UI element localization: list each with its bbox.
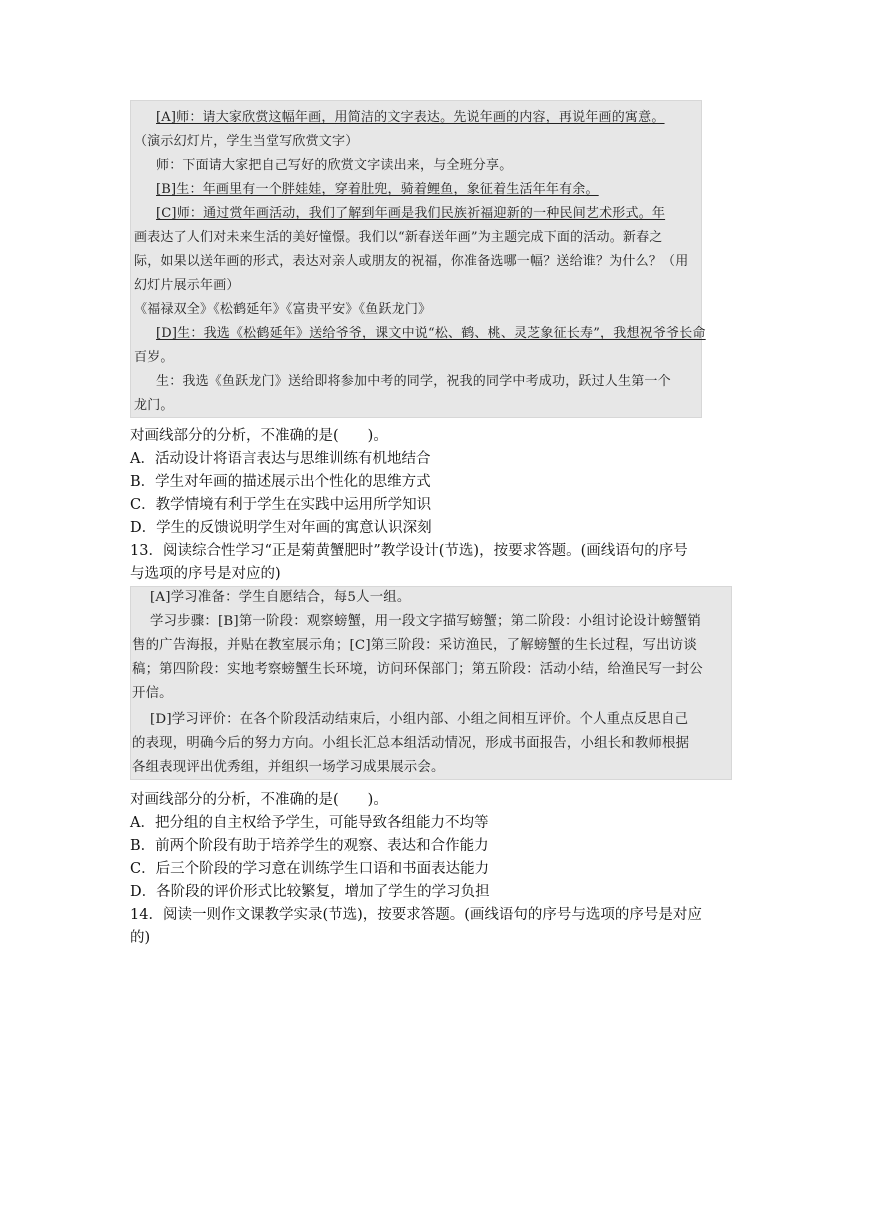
scan-line: 百岁。 xyxy=(134,350,174,365)
q13-heading-line2: 与选项的序号是对应的) xyxy=(130,566,281,582)
q12-option-b: B．学生对年画的描述展示出个性化的思维方式 xyxy=(130,474,431,490)
scan-line: 龙门。 xyxy=(134,398,174,413)
scan-line: [D]学习评价：在各个阶段活动结束后，小组内部、小组之间相互评价。个人重点反思自己 xyxy=(150,712,689,727)
scan-line: [D]生：我选《松鹤延年》送给爷爷，课文中说“松、鹤、桃、灵芝象征长寿”，我想祝爷爷长命 xyxy=(156,326,706,341)
scan-line: 学习步骤：[B]第一阶段：观察螃蟹，用一段文字描写螃蟹；第二阶段：小组讨论设计螃蟹销 xyxy=(150,614,701,629)
scan-line: 师：下面请大家把自己写好的欣赏文字读出来，与全班分享。 xyxy=(156,158,513,173)
q12-option-d: D．学生的反馈说明学生对年画的寓意认识深刻 xyxy=(130,520,432,536)
scan-line: 幻灯片展示年画） xyxy=(134,278,240,293)
scan-line: [B]生：年画里有一个胖娃娃，穿着肚兜，骑着鲤鱼，象征着生活年年有余。 xyxy=(156,182,599,197)
scan-line: [C]师：通过赏年画活动，我们了解到年画是我们民族祈福迎新的一种民间艺术形式。年 xyxy=(156,206,666,221)
scan-line: 生：我选《鱼跃龙门》送给即将参加中考的同学，祝我的同学中考成功，跃过人生第一个 xyxy=(156,374,671,389)
q13-option-b: B．前两个阶段有助于培养学生的观察、表达和合作能力 xyxy=(130,838,489,854)
scan-line: 稿；第四阶段：实地考察螃蟹生长环境，访问环保部门；第五阶段：活动小结，给渔民写一封公 xyxy=(132,662,703,677)
q12-option-a: A．活动设计将语言表达与思维训练有机地结合 xyxy=(130,451,431,467)
scan-line: 的表现，明确今后的努力方向。小组长汇总本组活动情况，形成书面报告，小组长和教师根据 xyxy=(132,736,690,751)
scan-line: 各组表现评出优秀组，并组织一场学习成果展示会。 xyxy=(132,760,445,775)
scanned-excerpt-teaching-design xyxy=(130,586,732,780)
scan-line: 《福禄双全》《松鹤延年》《富贵平安》《鱼跃龙门》 xyxy=(134,302,432,317)
q13-option-a: A．把分组的自主权给予学生，可能导致各组能力不均等 xyxy=(130,815,489,831)
q13-option-d: D．各阶段的评价形式比较繁复，增加了学生的学习负担 xyxy=(130,884,490,900)
scan-line: 售的广告海报，并贴在教室展示角；[C]第三阶段：采访渔民，了解螃蟹的生长过程，写出访谈 xyxy=(132,638,697,653)
q14-heading-line1: 14．阅读一则作文课教学实录(节选)，按要求答题。(画线语句的序号与选项的序号是对应 xyxy=(130,907,702,923)
q13-stem: 对画线部分的分析，不准确的是( )。 xyxy=(130,792,388,808)
scan-line: [A]师：请大家欣赏这幅年画，用简洁的文字表达。先说年画的内容，再说年画的寓意。 xyxy=(156,110,665,125)
q14-heading-line2: 的) xyxy=(130,930,151,946)
scan-line: 画表达了人们对未来生活的美好憧憬。我们以“新春送年画”为主题完成下面的活动。新春之 xyxy=(134,230,663,245)
scan-line: （演示幻灯片，学生当堂写欣赏文字） xyxy=(134,134,359,149)
q13-option-c: C．后三个阶段的学习意在训练学生口语和书面表达能力 xyxy=(130,861,490,877)
q12-option-c: C．教学情境有利于学生在实践中运用所学知识 xyxy=(130,497,432,513)
scan-line: 际，如果以送年画的形式，表达对亲人或朋友的祝福，你准备选哪一幅？送给谁？为什么？（用 xyxy=(134,254,689,269)
scan-line: [A]学习准备：学生自愿结合，每5人一组。 xyxy=(150,590,411,605)
scan-line: 开信。 xyxy=(132,686,173,701)
q12-stem: 对画线部分的分析，不准确的是( )。 xyxy=(130,428,388,444)
q13-heading-line1: 13．阅读综合性学习“正是菊黄蟹肥时”教学设计(节选)，按要求答题。(画线语句的序号 xyxy=(130,543,688,559)
scanned-excerpt-lesson-record xyxy=(130,100,706,418)
